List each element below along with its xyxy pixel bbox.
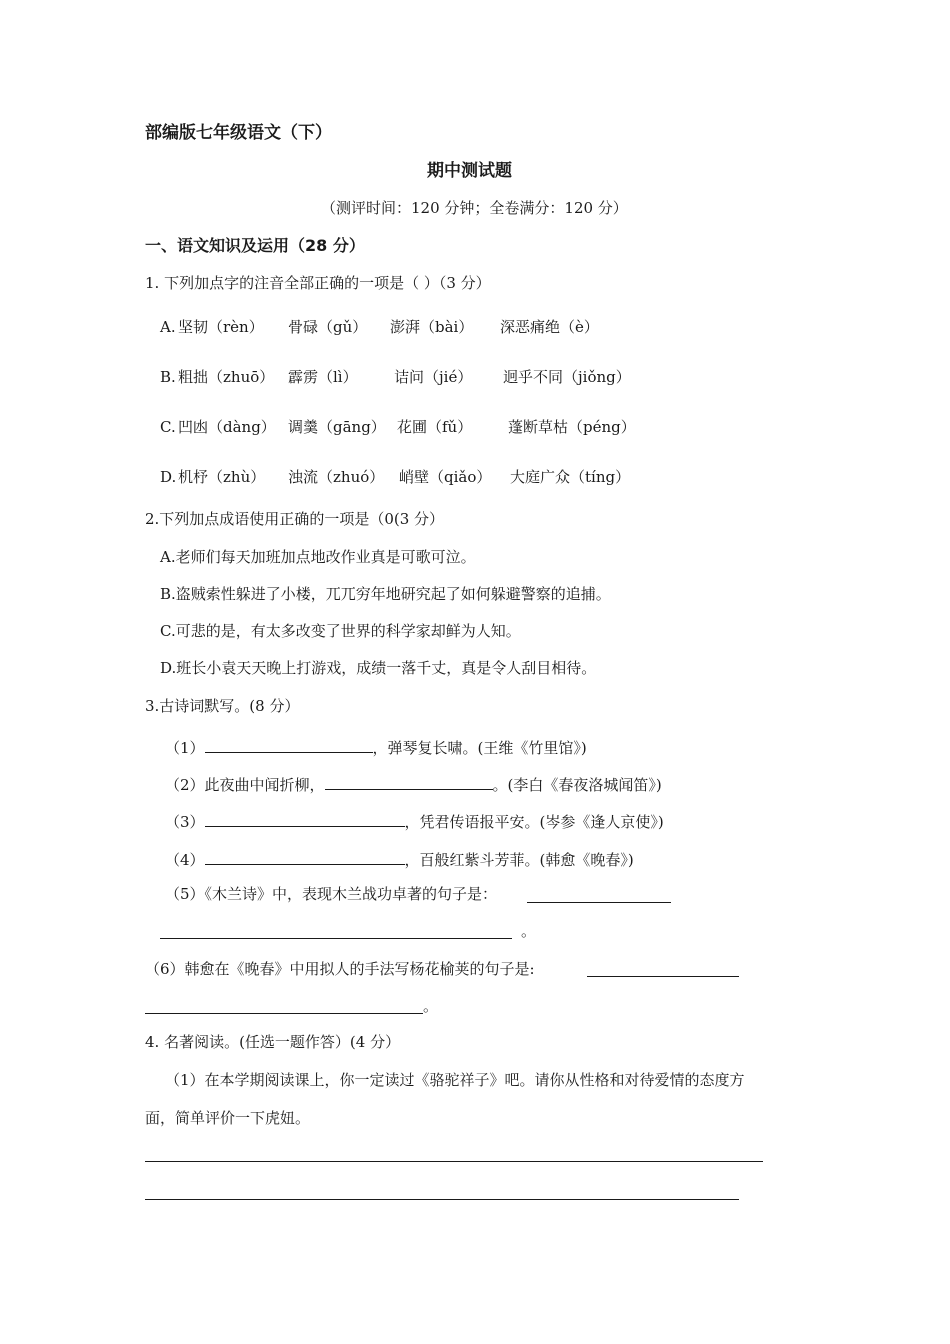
answer-blank[interactable]: [205, 849, 405, 865]
answer-blank[interactable]: [325, 774, 493, 790]
answer-blank[interactable]: [527, 902, 671, 903]
poem-line-4: （4） ，百般红紫斗芳菲。(韩愈《晚春》): [165, 851, 634, 869]
question-3-stem: 3.古诗词默写。(8 分）: [145, 697, 300, 715]
poem-line-6-end: 。: [423, 997, 439, 1015]
answer-blank[interactable]: [205, 737, 373, 753]
question-4-part-1-line-2: 面，简单评价一下虎妞。: [145, 1109, 311, 1127]
question-2-stem: 2.下列加点成语使用正确的一项是（0(3 分）: [145, 510, 445, 528]
answer-line[interactable]: [145, 1199, 739, 1200]
poem-line-5-end: 。: [521, 922, 537, 940]
poem-line-5: （5）《木兰诗》中，表现木兰战功卓著的句子是：: [165, 885, 498, 903]
question-2-option-b: B.盗贼索性躲进了小楼，兀兀穷年地研究起了如何躲避警察的追捕。: [160, 585, 611, 603]
question-2-option-d: D.班长小袁天天晚上打游戏，成绩一落千丈，真是令人刮目相待。: [160, 659, 597, 677]
answer-blank[interactable]: [205, 811, 405, 827]
question-1-stem: 1. 下列加点字的注音全部正确的一项是（ ）（3 分）: [145, 274, 491, 292]
answer-blank[interactable]: [145, 1013, 423, 1014]
exam-subtitle: （测评时间：120 分钟；全卷满分：120 分）: [321, 199, 628, 217]
exam-title: 期中测试题: [427, 161, 512, 181]
poem-line-6: （6）韩愈在《晚春》中用拟人的手法写杨花榆荚的句子是:: [145, 960, 535, 978]
poem-line-3: （3） ，凭君传语报平安。(岑参《逢人京使》): [165, 813, 664, 831]
question-2-option-c: C.可悲的是，有太多改变了世界的科学家却鲜为人知。: [160, 622, 521, 640]
exam-page: 部编版七年级语文（下） 期中测试题 （测评时间：120 分钟；全卷满分：120 分） 一、语文知识及运用（28 分） 1. 下列加点字的注音全部正确的一项是（ ）（3 分） A. 坚韧（rèn） 骨碌（gǔ） 澎湃（bài） 深恶痛绝（è） B. 粗拙（zhuō） 霹雳（lì） 诘问（jié） 迥乎不同（jiǒng） C. 凹凼（dàng） 调羹（gāng） 花圃（fǔ） 蓬断草枯（péng） D. 机杼（zhù） 浊流（zhuó） 峭壁（qiǎo） 大庭广众（tíng） 2.下列加点成语使用正确的一项是（0(3 分） A.老师们每天加班加点地改作业真是可歌可泣。 B.盗贼索性躲进了小楼，兀兀穷年地研究起了如何躲避警察的追捕。 C.可悲的是，有太多改变了世界的科学家却鲜为人知。 D.班长小袁天天晚上打游戏，成绩一落千丈，真是令人刮目相待。 3.古诗词默写。(8 分） （1） ，弹琴复长啸。(王维《竹里馆》) （2）此夜曲中闻折柳， 。(李白《春夜洛城闻笛》) （3） ，凭君传语报平安。(岑参《逢人京使》) （4） ，百般红紫斗芳菲。(韩愈《晚春》) （5）《木兰诗》中，表现木兰战功卓著的句子是： 。 （6）韩愈在《晚春》中用拟人的手法写杨花榆荚的句子是: 。 4. 名著阅读。(任选一题作答）(4 分） （1）在本学期阅读课上，你一定读过《骆驼祥子》吧。请你从性格和对待爱情的态度方 面，简单评价一下虎妞。: [0, 0, 950, 1344]
poem-line-2: （2）此夜曲中闻折柳， 。(李白《春夜洛城闻笛》): [165, 776, 662, 794]
question-2-option-a: A.老师们每天加班加点地改作业真是可歌可泣。: [160, 548, 476, 566]
question-4-part-1-line-1: （1）在本学期阅读课上，你一定读过《骆驼祥子》吧。请你从性格和对待爱情的态度方: [165, 1071, 745, 1089]
section-heading: 一、语文知识及运用（28 分）: [145, 236, 365, 255]
poem-line-1: （1） ，弹琴复长啸。(王维《竹里馆》): [165, 739, 587, 757]
edition-title: 部编版七年级语文（下）: [145, 123, 332, 143]
answer-blank[interactable]: [160, 938, 512, 939]
answer-blank[interactable]: [587, 976, 739, 977]
answer-line[interactable]: [145, 1161, 763, 1162]
question-4-stem: 4. 名著阅读。(任选一题作答）(4 分）: [145, 1033, 401, 1051]
